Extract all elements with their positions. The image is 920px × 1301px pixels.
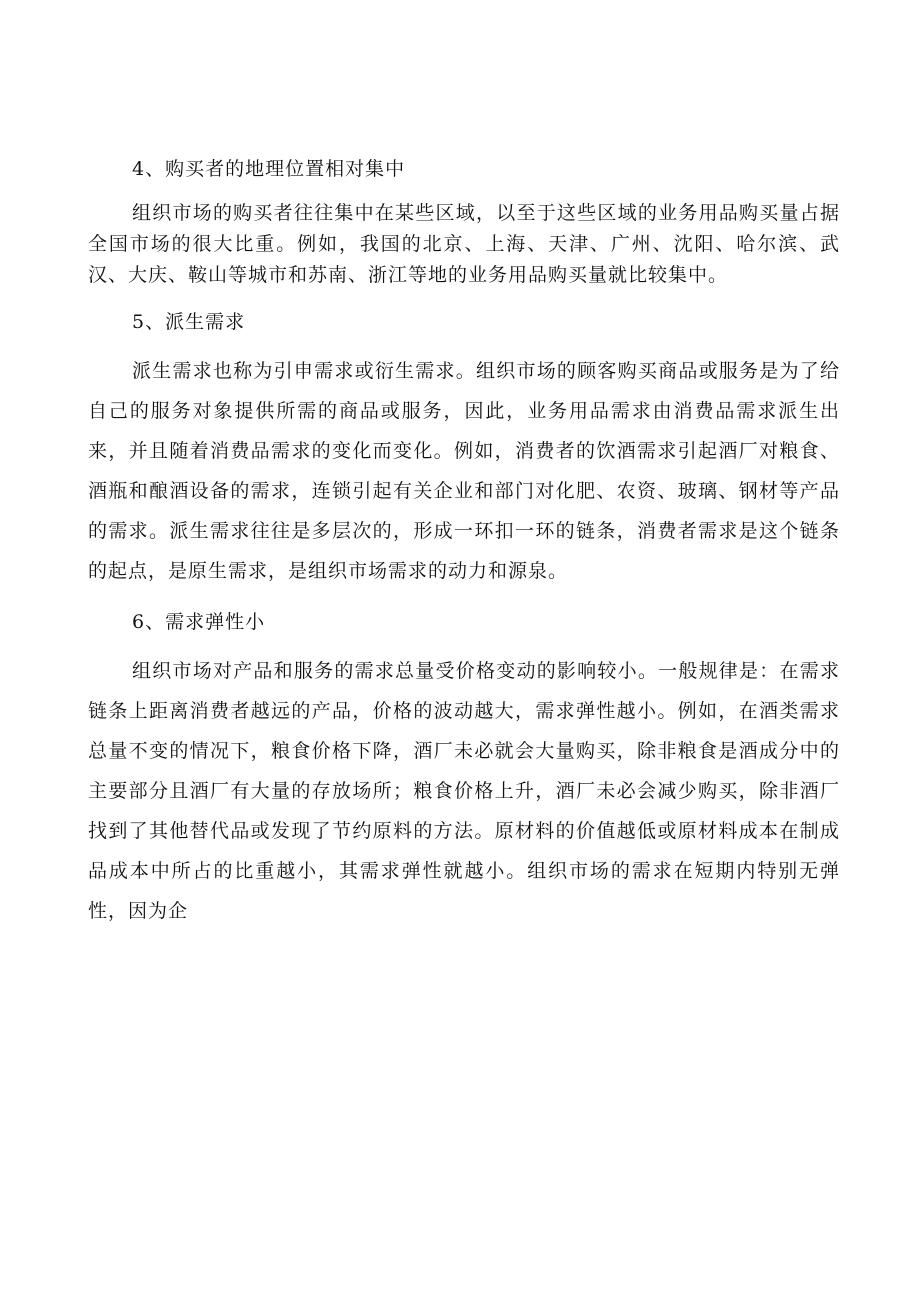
section-heading-5: 5、派生需求: [132, 311, 246, 333]
section-heading-4: 4、购买者的地理位置相对集中: [132, 158, 406, 180]
section-heading-6: 6、需求弹性小: [132, 611, 266, 633]
document-body: [88, 150, 840, 943]
section-paragraph-4: 组织市场的购买者往往集中在某些区域，以至于这些区域的业务用品购买量占据全国市场的很大比重。例如，我国的北京、上海、天津、广州、沈阳、哈尔滨、武汉、大庆、鞍山等城市和苏南、浙江等地的业务用品购买量就比较集中。: [88, 202, 840, 286]
section-paragraph-5: 派生需求也称为引申需求或衍生需求。组织市场的顾客购买商品或服务是为了给自己的服务对象提供所需的商品或服务，因此，业务用品需求由消费品需求派生出来，并且随着消费品需求的变化而变化。例如，消费者的饮酒需求引起酒厂对粮食、酒瓶和酿酒设备的需求，连锁引起有关企业和部门对化肥、农资、玻璃、钢材等产品的需求。派生需求往往是多层次的，形成一环扣一环的链条，消费者需求是这个链条的起点，是原生需求，是组织市场需求的动力和源泉。: [88, 360, 840, 582]
section-paragraph-6: 组织市场对产品和服务的需求总量受价格变动的影响较小。一般规律是：在需求链条上距离消费者越远的产品，价格的波动越大，需求弹性越小。例如，在酒类需求总量不变的情况下，粮食价格下降，酒厂未必就会大量购买，除非粮食是酒成分中的主要部分且酒厂有大量的存放场所；粮食价格上升，酒厂未必会减少购买，除非酒厂找到了其他替代品或发现了节约原料的方法。原材料的价值越低或原材料成本在制成品成本中所占的比重越小，其需求弹性就越小。组织市场的需求在短期内特别无弹性，因为企: [88, 660, 840, 922]
